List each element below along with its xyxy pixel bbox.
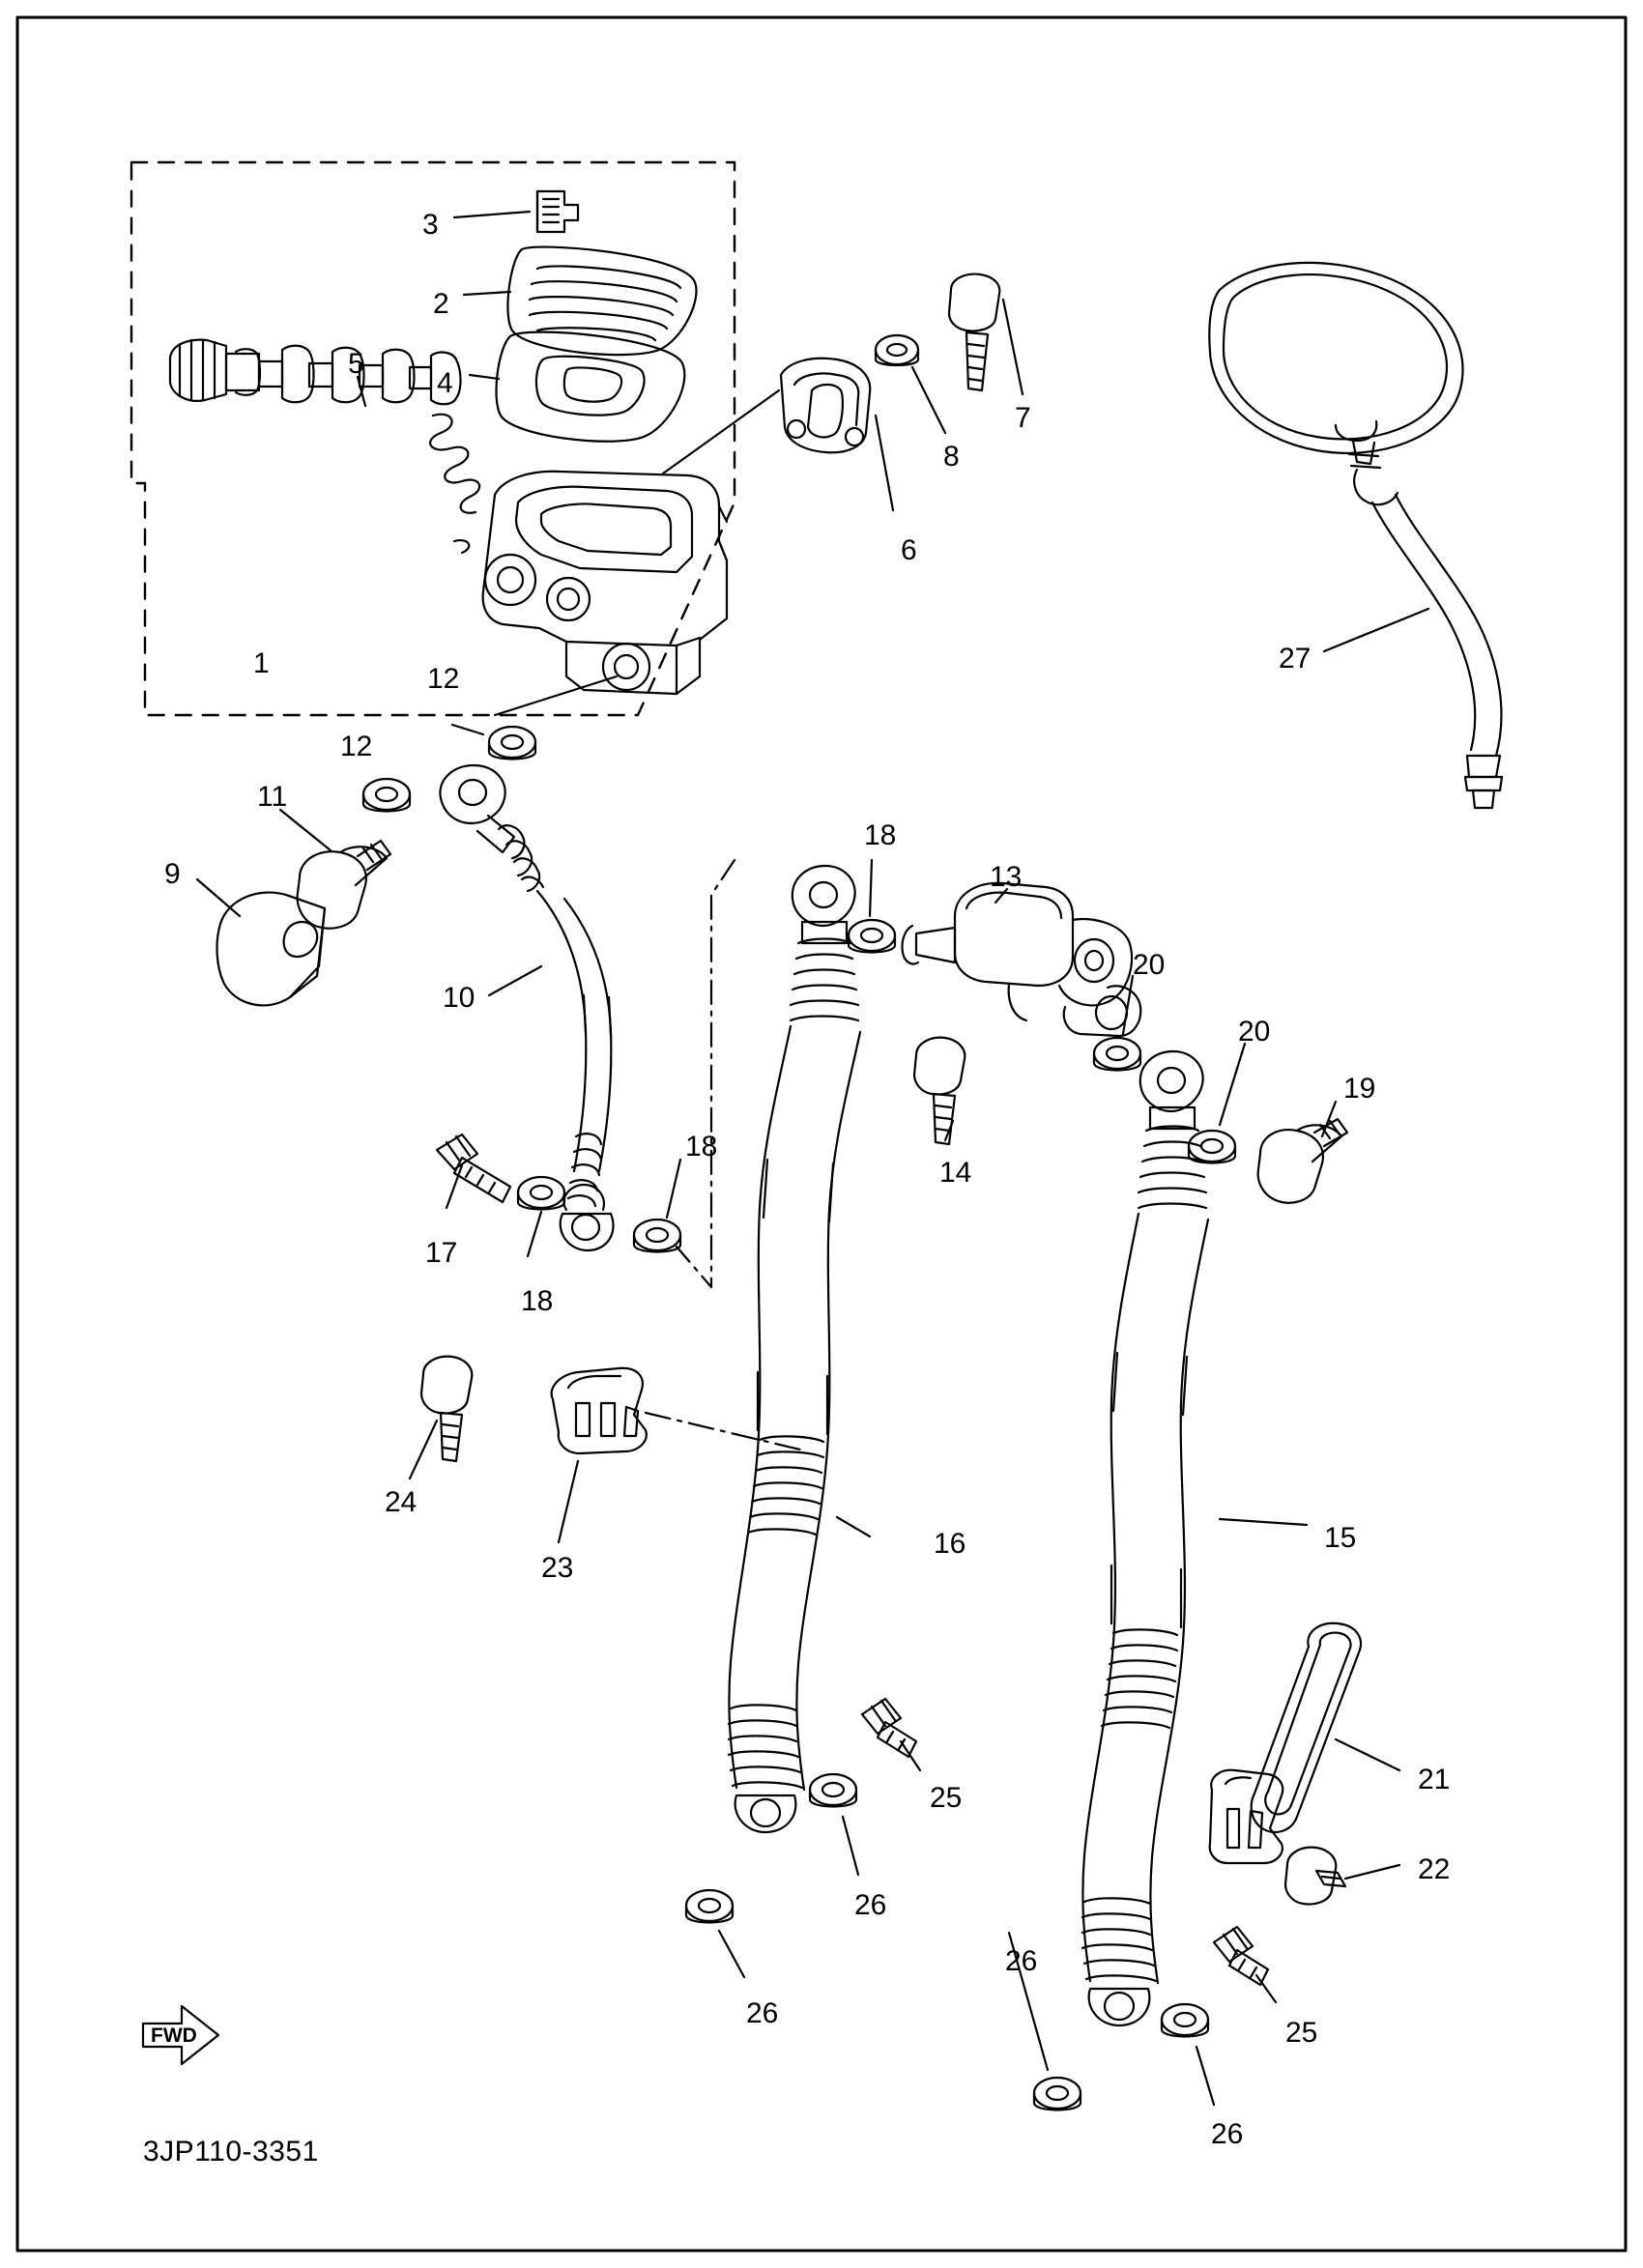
callout-10: 10 (443, 982, 476, 1014)
page-border (17, 17, 1626, 2251)
callout-19: 19 (1343, 1073, 1376, 1105)
callout-18-c: 18 (521, 1285, 554, 1317)
leader-4 (470, 375, 499, 379)
callout-12-b: 12 (427, 663, 460, 695)
leader-25b (1256, 1975, 1276, 2002)
callout-14: 14 (939, 1157, 972, 1189)
leader-18c (528, 1212, 541, 1256)
part-2-cover (507, 247, 696, 356)
leader-15 (1220, 1519, 1307, 1525)
leader-16 (837, 1517, 870, 1536)
part-20a-washer (1094, 1038, 1140, 1071)
part-5-piston-kit (170, 340, 479, 553)
leader-26b (719, 1931, 744, 1977)
leader-2 (464, 292, 510, 295)
leader-12b (452, 725, 483, 734)
callout-26-c: 26 (1005, 1945, 1038, 1977)
part-11-union-bolt (298, 841, 390, 929)
leader-23-dashdot (646, 1413, 800, 1450)
part-20b-washer (1189, 1131, 1235, 1163)
part-25a-union-bolt (862, 1699, 916, 1757)
leader-20b (1220, 1044, 1245, 1125)
callout-1: 1 (253, 647, 270, 679)
callout-6: 6 (901, 534, 917, 566)
part-18b-washer (634, 1220, 680, 1252)
part-18a-washer (849, 920, 895, 953)
callout-20-b: 20 (1238, 1016, 1271, 1048)
fwd-label: FWD (151, 2024, 197, 2047)
callout-11: 11 (257, 781, 288, 813)
part-17-union-bolt (437, 1134, 510, 1202)
leader-24 (410, 1421, 437, 1479)
leader-21 (1336, 1739, 1399, 1770)
part-24-bolt (421, 1357, 472, 1461)
callout-12-a: 12 (340, 731, 373, 762)
callout-20-a: 20 (1133, 949, 1166, 981)
leader-7 (1003, 300, 1023, 394)
callout-18-b: 18 (685, 1131, 718, 1163)
callout-18-a: 18 (864, 819, 897, 851)
callout-3: 3 (422, 209, 439, 241)
leader-6 (876, 416, 893, 510)
leader-23 (559, 1461, 578, 1542)
leader-26a (843, 1817, 858, 1875)
part-25b-union-bolt (1214, 1927, 1268, 1985)
callout-26-b: 26 (746, 1997, 779, 2029)
part-7-bolt (949, 274, 999, 390)
callout-25-a: 25 (930, 1782, 963, 1814)
leader-3 (454, 212, 530, 217)
leader-18a (870, 860, 872, 916)
callout-16: 16 (934, 1528, 966, 1560)
callout-9: 9 (164, 858, 181, 890)
leader-6b (663, 390, 779, 474)
leader-18-group (677, 860, 735, 1287)
part-22-bolt (1285, 1848, 1345, 1905)
callout-22: 22 (1418, 1853, 1451, 1885)
part-19-union-bolt (1258, 1119, 1347, 1203)
part-21-holder (1252, 1623, 1361, 1832)
leader-18b (667, 1160, 680, 1218)
part-15-brake-hose (1082, 1051, 1208, 2025)
leader-22 (1345, 1865, 1399, 1879)
callout-7: 7 (1015, 402, 1031, 434)
callout-26-a: 26 (854, 1889, 887, 1921)
part-13-master-cylinder (902, 883, 1140, 1036)
callout-8: 8 (943, 441, 960, 473)
part-number-code: 3JP110-3351 (143, 2136, 319, 2168)
part-3-screw (537, 191, 578, 232)
callout-5: 5 (348, 348, 364, 380)
leader-26c (1196, 2047, 1214, 2105)
part-26b-washer (686, 1890, 733, 1923)
callout-17: 17 (425, 1237, 458, 1269)
part-6-clamp (781, 359, 870, 453)
leader-25a (901, 1741, 920, 1770)
part-14-bolt (914, 1038, 965, 1144)
part-4-diaphragm (496, 332, 684, 442)
leader-9 (197, 879, 240, 916)
callout-24: 24 (385, 1486, 418, 1518)
callout-2: 2 (433, 288, 449, 320)
part-18c-washer (518, 1177, 564, 1210)
part-26d-washer (1034, 2078, 1081, 2110)
part-26c-washer (1162, 2004, 1208, 2037)
part-12b-washer (363, 779, 410, 812)
leader-8 (912, 367, 945, 433)
callout-21: 21 (1418, 1764, 1451, 1795)
part-16-brake-hose (729, 866, 860, 1832)
leader-12a (495, 676, 617, 715)
leader-10 (489, 966, 541, 995)
part-23-hose-guide (552, 1368, 647, 1453)
part-12a-washer (489, 727, 535, 760)
callout-15: 15 (1324, 1522, 1357, 1554)
leader-27 (1324, 609, 1428, 651)
callout-27: 27 (1279, 643, 1312, 675)
part-8-washer (876, 335, 918, 365)
callout-13: 13 (990, 861, 1023, 893)
part-26a-washer (810, 1774, 856, 1807)
callout-26-d: 26 (1211, 2118, 1244, 2150)
callout-25-b: 25 (1285, 2017, 1318, 2049)
leader-11 (280, 810, 331, 850)
leader-19 (1322, 1102, 1336, 1136)
callout-23: 23 (541, 1552, 574, 1584)
part-27-mirror (1209, 263, 1502, 808)
part-1-master-cylinder-body (483, 472, 727, 694)
callout-4: 4 (437, 367, 453, 399)
